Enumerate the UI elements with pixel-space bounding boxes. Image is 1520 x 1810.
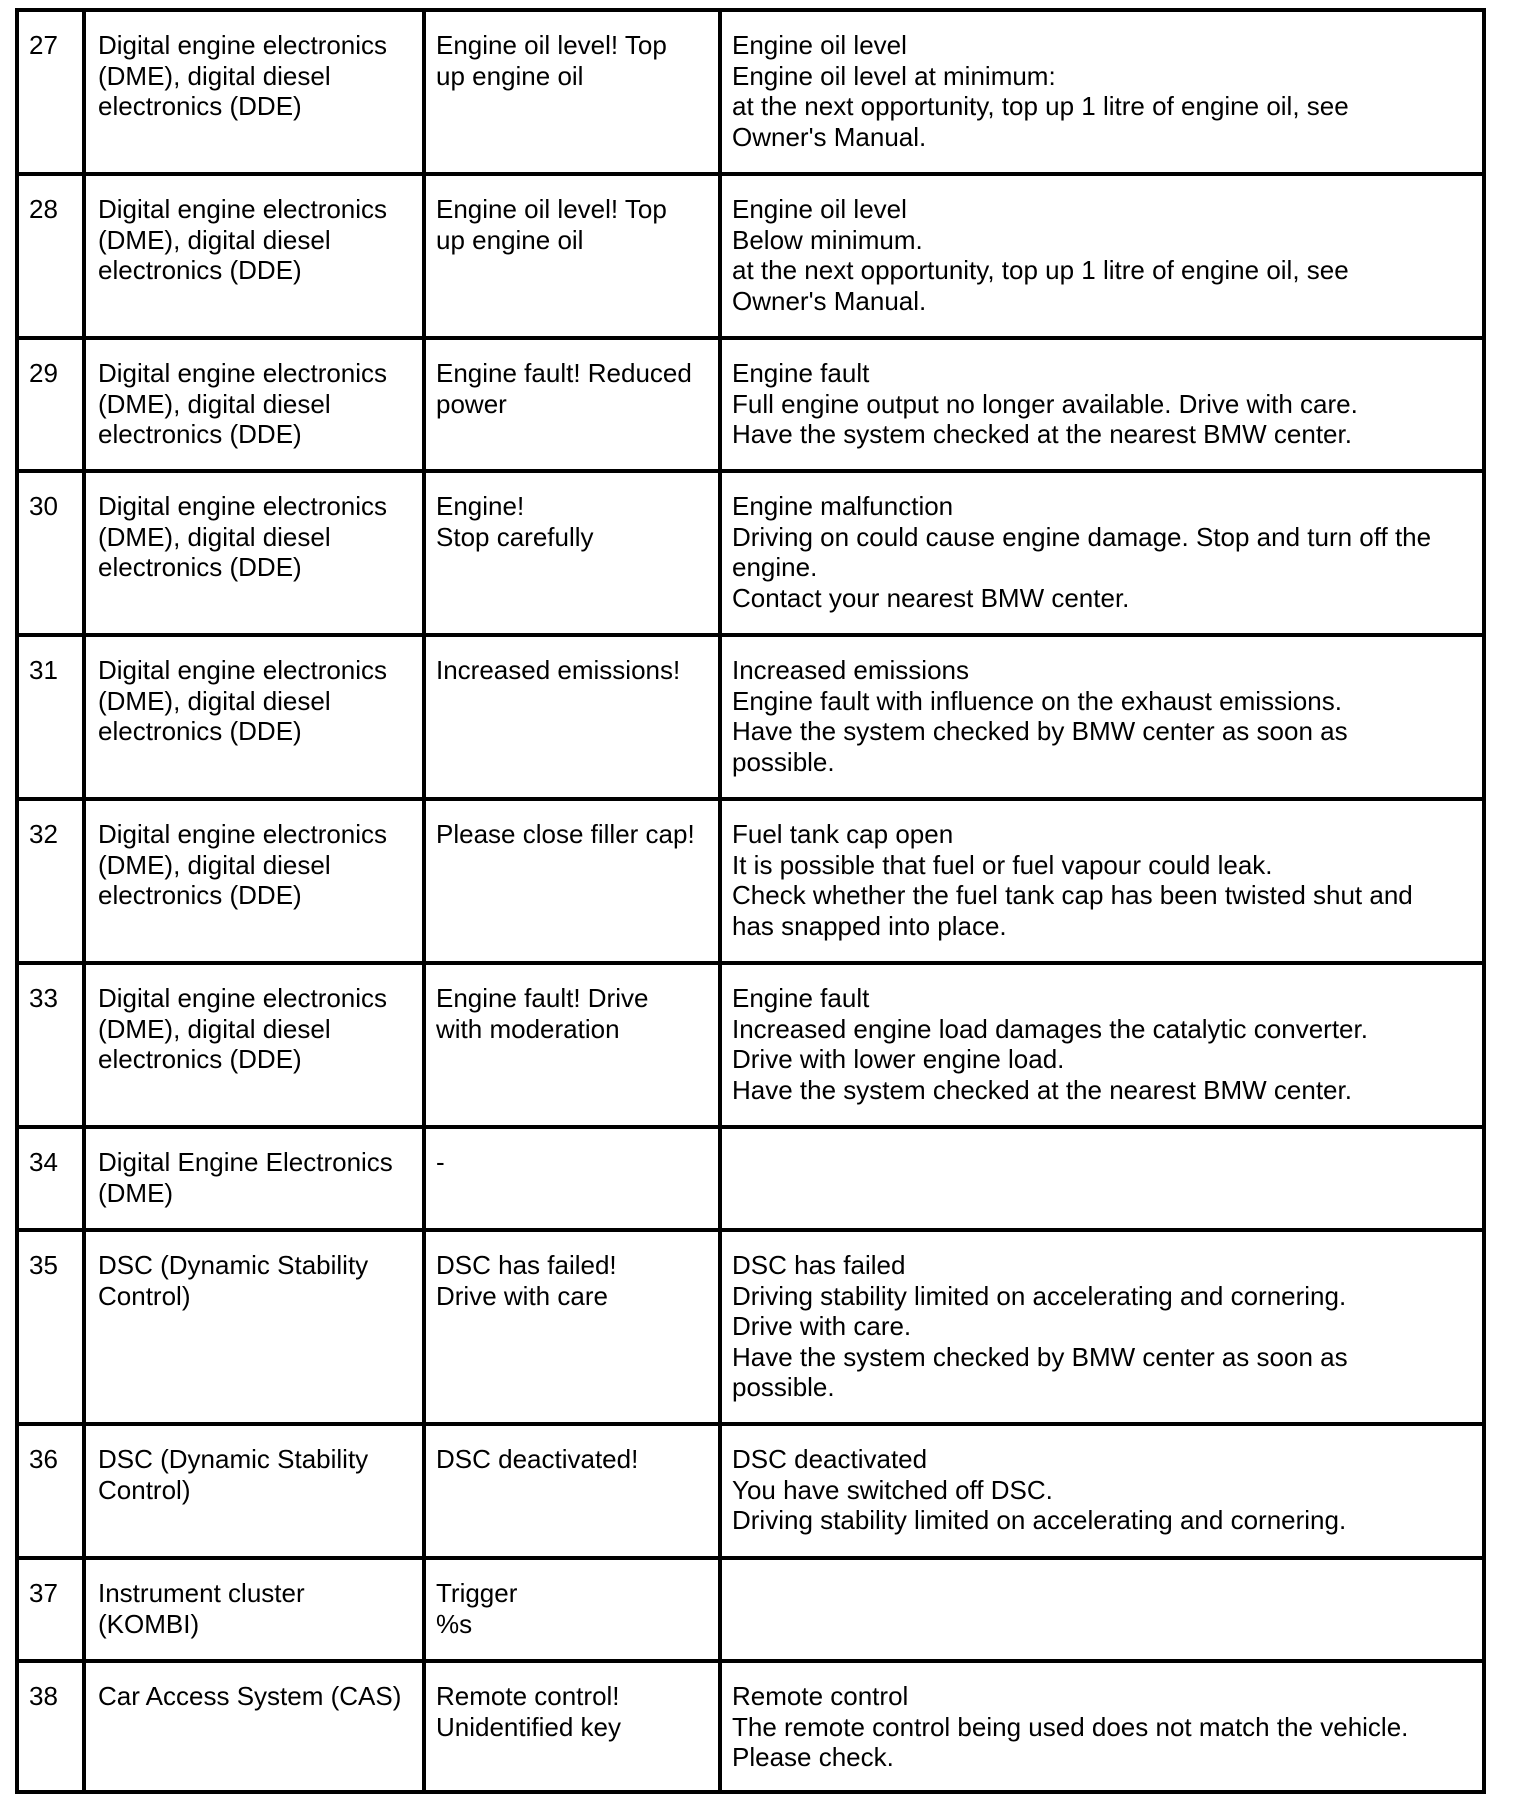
control-unit-line: DSC (Dynamic Stability — [98, 1250, 369, 1280]
description-line: Have the system checked at the nearest BMW center. — [732, 419, 1352, 449]
display-message-line: power — [436, 388, 507, 419]
control-unit-line: Digital engine electronics — [98, 983, 388, 1013]
row-number-cell — [17, 799, 84, 963]
display-message-line: Drive with care — [436, 1280, 608, 1311]
description-cell — [720, 1230, 1484, 1424]
row-number-cell — [17, 174, 84, 338]
control-unit-line: Digital engine electronics — [98, 30, 388, 60]
description-line: Engine oil level at minimum: — [732, 60, 1056, 91]
description-cell — [720, 471, 1484, 635]
row-number-cell — [17, 338, 84, 471]
control-unit-line: (DME), digital diesel — [98, 1013, 331, 1044]
control-unit-line: Instrument cluster — [98, 1578, 305, 1608]
control-unit-line: electronics (DDE) — [98, 419, 302, 449]
description-line: engine. — [732, 552, 818, 582]
control-unit-cell — [84, 1230, 424, 1424]
row-number-cell — [17, 1424, 84, 1558]
description-line: Driving stability limited on accelerating and cornering. — [732, 1280, 1347, 1311]
description-cell — [720, 799, 1484, 963]
table-body — [17, 10, 1484, 1792]
description-line: Owner's Manual. — [732, 285, 927, 316]
control-unit-line: (DME), digital diesel — [98, 224, 331, 255]
description-line: Engine fault — [732, 983, 870, 1013]
display-message-cell — [424, 1127, 720, 1230]
control-unit-cell — [84, 1127, 424, 1230]
display-message-line: Unidentified key — [436, 1711, 621, 1742]
description-line: Engine fault — [732, 358, 870, 388]
display-message-cell — [424, 963, 720, 1127]
description-cell — [720, 963, 1484, 1127]
control-unit-line: (DME), digital diesel — [98, 388, 331, 419]
control-unit-line: electronics (DDE) — [98, 255, 302, 285]
description-line: Increased emissions — [732, 655, 969, 685]
description-line: at the next opportunity, top up 1 litre of engine oil, see — [732, 255, 1349, 285]
control-unit-line: Control) — [98, 1280, 191, 1311]
control-unit-line: Control) — [98, 1474, 191, 1505]
description-line: DSC deactivated — [732, 1444, 928, 1474]
description-line: Contact your nearest BMW center. — [732, 582, 1130, 613]
control-unit-line: Digital engine electronics — [98, 358, 388, 388]
description-cell — [720, 338, 1484, 471]
description-line: Engine oil level — [732, 30, 907, 60]
row-number: 34 — [29, 1147, 58, 1177]
row-number: 38 — [29, 1681, 58, 1711]
check-control-messages-table — [15, 8, 1486, 1794]
table-row — [17, 471, 1484, 635]
row-number: 37 — [29, 1578, 58, 1608]
description-line: possible. — [732, 1372, 835, 1402]
row-number-cell — [17, 1661, 84, 1792]
row-number: 31 — [29, 655, 58, 685]
description-line: Please check. — [732, 1742, 894, 1772]
display-message-line: - — [436, 1147, 445, 1177]
control-unit-line: Digital engine electronics — [98, 194, 388, 224]
display-message-cell — [424, 1230, 720, 1424]
display-message-line: Remote control! — [436, 1681, 620, 1711]
control-unit-line: (DME), digital diesel — [98, 685, 331, 716]
control-unit-cell — [84, 338, 424, 471]
row-number-cell — [17, 963, 84, 1127]
control-unit-cell — [84, 174, 424, 338]
row-number: 30 — [29, 491, 58, 521]
display-message-line: DSC has failed! — [436, 1250, 617, 1280]
row-number-cell — [17, 1558, 84, 1661]
control-unit-cell — [84, 1558, 424, 1661]
table-row — [17, 1424, 1484, 1558]
description-cell — [720, 174, 1484, 338]
description-line: possible. — [732, 746, 835, 777]
row-number-cell — [17, 471, 84, 635]
display-message-cell — [424, 174, 720, 338]
description-line: Check whether the fuel tank cap has been twisted shut and — [732, 880, 1413, 910]
display-message-cell — [424, 635, 720, 799]
description-line: You have switched off DSC. — [732, 1474, 1053, 1505]
row-number: 35 — [29, 1250, 58, 1280]
description-line: Engine malfunction — [732, 491, 954, 521]
control-unit-line: electronics (DDE) — [98, 91, 302, 121]
control-unit-line: Digital engine electronics — [98, 491, 388, 521]
display-message-line: Engine fault! Reduced — [436, 358, 692, 388]
control-unit-line: Digital engine electronics — [98, 655, 388, 685]
description-cell — [720, 1661, 1484, 1792]
description-cell — [720, 1127, 1484, 1230]
description-line: Engine oil level — [732, 194, 907, 224]
description-line: Fuel tank cap open — [732, 819, 954, 849]
control-unit-cell — [84, 1661, 424, 1792]
row-number: 29 — [29, 358, 58, 388]
display-message-line: Increased emissions! — [436, 655, 681, 685]
row-number-cell — [17, 10, 84, 174]
display-message-line: up engine oil — [436, 60, 584, 91]
table-row — [17, 10, 1484, 174]
description-line: Below minimum. — [732, 224, 923, 255]
display-message-cell — [424, 1558, 720, 1661]
description-line: Have the system checked by BMW center as soon as — [732, 716, 1348, 746]
control-unit-cell — [84, 635, 424, 799]
display-message-line: with moderation — [436, 1013, 620, 1044]
display-message-line: DSC deactivated! — [436, 1444, 639, 1474]
control-unit-cell — [84, 1424, 424, 1558]
control-unit-line: Car Access System (CAS) — [98, 1681, 402, 1711]
row-number-cell — [17, 1127, 84, 1230]
display-message-line: Stop carefully — [436, 521, 594, 552]
display-message-cell — [424, 338, 720, 471]
control-unit-line: (DME), digital diesel — [98, 849, 331, 880]
description-cell — [720, 1558, 1484, 1661]
display-message-line: %s — [436, 1608, 473, 1639]
description-line: at the next opportunity, top up 1 litre of engine oil, see — [732, 91, 1349, 121]
display-message-line: up engine oil — [436, 224, 584, 255]
table-row — [17, 1558, 1484, 1661]
control-unit-cell — [84, 799, 424, 963]
table-row — [17, 963, 1484, 1127]
control-unit-line: electronics (DDE) — [98, 1044, 302, 1074]
row-number: 33 — [29, 983, 58, 1013]
table-row — [17, 338, 1484, 471]
description-cell — [720, 1424, 1484, 1558]
table-row — [17, 1661, 1484, 1792]
description-line: has snapped into place. — [732, 910, 1007, 941]
display-message-line: Engine fault! Drive — [436, 983, 649, 1013]
row-number: 36 — [29, 1444, 58, 1474]
display-message-cell — [424, 1661, 720, 1792]
display-message-line: Engine oil level! Top — [436, 30, 667, 60]
row-number-cell — [17, 635, 84, 799]
control-unit-line: (DME) — [98, 1177, 174, 1208]
control-unit-cell — [84, 471, 424, 635]
description-line: Full engine output no longer available. Drive with care. — [732, 388, 1358, 419]
control-unit-line: electronics (DDE) — [98, 880, 302, 910]
control-unit-line: (KOMBI) — [98, 1608, 200, 1639]
table-row — [17, 174, 1484, 338]
row-number: 32 — [29, 819, 58, 849]
description-line: Increased engine load damages the catalytic converter. — [732, 1013, 1368, 1044]
display-message-cell — [424, 1424, 720, 1558]
control-unit-cell — [84, 10, 424, 174]
display-message-cell — [424, 471, 720, 635]
description-line: Remote control — [732, 1681, 909, 1711]
display-message-cell — [424, 799, 720, 963]
table-row — [17, 799, 1484, 963]
description-line: Owner's Manual. — [732, 121, 927, 152]
row-number: 27 — [29, 30, 58, 60]
display-message-line: Engine oil level! Top — [436, 194, 667, 224]
display-message-cell — [424, 10, 720, 174]
control-unit-line: DSC (Dynamic Stability — [98, 1444, 369, 1474]
control-unit-line: Digital Engine Electronics — [98, 1147, 393, 1177]
description-cell — [720, 635, 1484, 799]
description-line: DSC has failed — [732, 1250, 906, 1280]
table-row — [17, 1230, 1484, 1424]
description-line: Driving on could cause engine damage. Stop and turn off the — [732, 521, 1432, 552]
control-unit-line: electronics (DDE) — [98, 716, 302, 746]
description-cell — [720, 10, 1484, 174]
row-number-cell — [17, 1230, 84, 1424]
display-message-line: Trigger — [436, 1578, 518, 1608]
control-unit-line: Digital engine electronics — [98, 819, 388, 849]
description-line: Driving stability limited on accelerating and cornering. — [732, 1505, 1347, 1535]
control-unit-line: (DME), digital diesel — [98, 60, 331, 91]
table-row — [17, 1127, 1484, 1230]
description-line: It is possible that fuel or fuel vapour could leak. — [732, 849, 1273, 880]
display-message-line: Please close filler cap! — [436, 819, 695, 849]
description-line: Engine fault with influence on the exhaust emissions. — [732, 685, 1342, 716]
control-unit-line: electronics (DDE) — [98, 552, 302, 582]
description-line: Have the system checked at the nearest BMW center. — [732, 1074, 1352, 1105]
description-line: Drive with lower engine load. — [732, 1044, 1065, 1074]
row-number: 28 — [29, 194, 58, 224]
description-line: The remote control being used does not match the vehicle. — [732, 1711, 1409, 1742]
control-unit-line: (DME), digital diesel — [98, 521, 331, 552]
table-row — [17, 635, 1484, 799]
description-line: Have the system checked by BMW center as soon as — [732, 1341, 1348, 1372]
control-unit-cell — [84, 963, 424, 1127]
display-message-line: Engine! — [436, 491, 525, 521]
description-line: Drive with care. — [732, 1311, 912, 1341]
